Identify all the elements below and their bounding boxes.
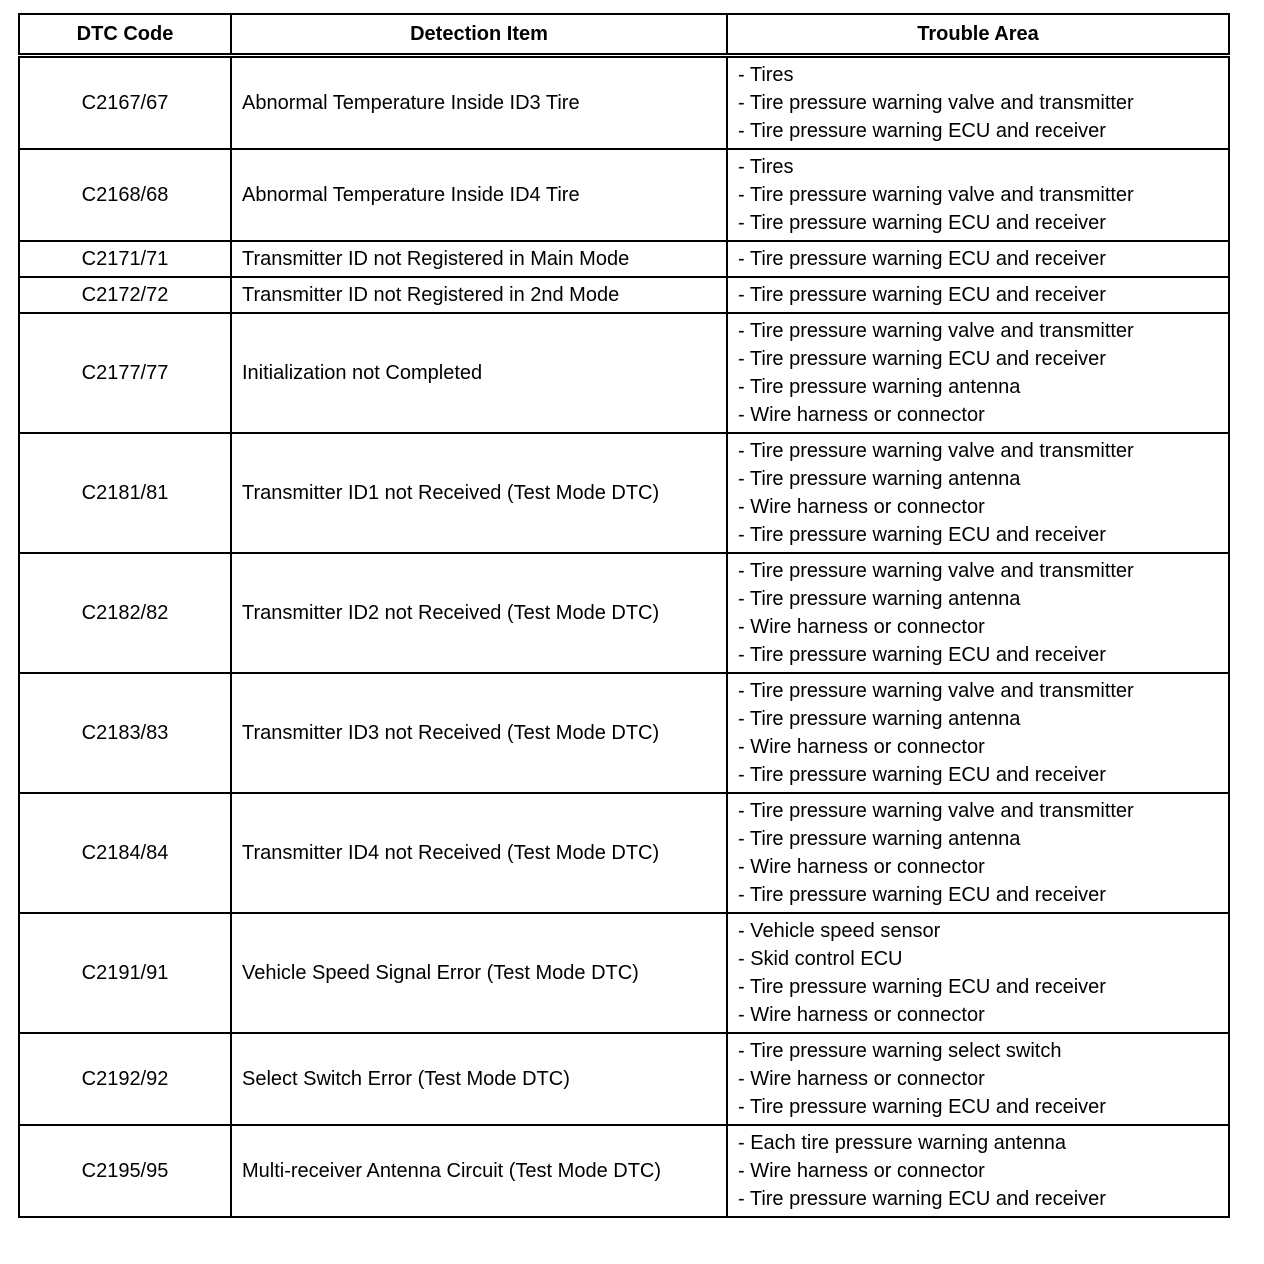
trouble-area-cell xyxy=(727,149,1229,241)
trouble-area-line: - Tires xyxy=(738,156,794,178)
detection-item-cell: Transmitter ID1 not Received (Test Mode DTC) xyxy=(231,433,727,553)
trouble-area-line: - Tire pressure warning valve and transmitter xyxy=(738,320,1134,342)
trouble-area-cell xyxy=(727,241,1229,277)
detection-item-cell: Transmitter ID not Registered in 2nd Mode xyxy=(231,277,727,313)
table-row xyxy=(19,149,1229,241)
trouble-area-line: - Tire pressure warning valve and transmitter xyxy=(738,92,1134,114)
dtc-code-cell: C2171/71 xyxy=(19,241,231,277)
trouble-area-line: - Tire pressure warning valve and transmitter xyxy=(738,184,1134,206)
dtc-code-cell: C2168/68 xyxy=(19,149,231,241)
table-body xyxy=(19,56,1229,1218)
table-row xyxy=(19,913,1229,1033)
detection-item-cell: Transmitter ID not Registered in Main Mode xyxy=(231,241,727,277)
header-dtc-code: DTC Code xyxy=(19,14,231,56)
table-row xyxy=(19,553,1229,673)
trouble-area-line: - Each tire pressure warning antenna xyxy=(738,1132,1066,1154)
trouble-area-cell xyxy=(727,313,1229,433)
header-trouble-area: Trouble Area xyxy=(727,14,1229,56)
trouble-area-line: - Tire pressure warning select switch xyxy=(738,1040,1062,1062)
table-row xyxy=(19,673,1229,793)
table-row xyxy=(19,56,1229,150)
table-header xyxy=(19,14,1229,56)
trouble-area-cell xyxy=(727,277,1229,313)
trouble-area-line: - Tire pressure warning valve and transmitter xyxy=(738,800,1134,822)
trouble-area-line: - Wire harness or connector xyxy=(738,1004,985,1026)
detection-item-cell: Transmitter ID4 not Received (Test Mode DTC) xyxy=(231,793,727,913)
detection-item-cell: Transmitter ID3 not Received (Test Mode DTC) xyxy=(231,673,727,793)
trouble-area-line: - Wire harness or connector xyxy=(738,496,985,518)
dtc-code-cell: C2191/91 xyxy=(19,913,231,1033)
trouble-area-line: - Tire pressure warning ECU and receiver xyxy=(738,1188,1106,1210)
trouble-area-line: - Wire harness or connector xyxy=(738,1068,985,1090)
trouble-area-line: - Wire harness or connector xyxy=(738,404,985,426)
trouble-area-line: - Vehicle speed sensor xyxy=(738,920,941,942)
trouble-area-cell xyxy=(727,433,1229,553)
trouble-area-line: - Tire pressure warning ECU and receiver xyxy=(738,248,1106,270)
dtc-code-cell: C2182/82 xyxy=(19,553,231,673)
detection-item-cell: Multi-receiver Antenna Circuit (Test Mode DTC) xyxy=(231,1125,727,1217)
trouble-area-cell xyxy=(727,553,1229,673)
dtc-table xyxy=(18,13,1230,1218)
trouble-area-line: - Tire pressure warning ECU and receiver xyxy=(738,764,1106,786)
trouble-area-line: - Tire pressure warning ECU and receiver xyxy=(738,644,1106,666)
trouble-area-line: - Tire pressure warning valve and transmitter xyxy=(738,560,1134,582)
table-row xyxy=(19,793,1229,913)
trouble-area-line: - Tire pressure warning antenna xyxy=(738,588,1021,610)
table-row xyxy=(19,433,1229,553)
trouble-area-cell xyxy=(727,1033,1229,1125)
dtc-code-cell: C2192/92 xyxy=(19,1033,231,1125)
trouble-area-line: - Tire pressure warning antenna xyxy=(738,468,1021,490)
dtc-code-cell: C2184/84 xyxy=(19,793,231,913)
trouble-area-line: - Tire pressure warning antenna xyxy=(738,376,1021,398)
trouble-area-cell xyxy=(727,673,1229,793)
trouble-area-line: - Skid control ECU xyxy=(738,948,903,970)
table-row xyxy=(19,1033,1229,1125)
detection-item-cell: Transmitter ID2 not Received (Test Mode DTC) xyxy=(231,553,727,673)
dtc-code-cell: C2172/72 xyxy=(19,277,231,313)
trouble-area-line: - Tire pressure warning ECU and receiver xyxy=(738,524,1106,546)
table-row xyxy=(19,313,1229,433)
dtc-code-cell: C2195/95 xyxy=(19,1125,231,1217)
trouble-area-line: - Tire pressure warning ECU and receiver xyxy=(738,976,1106,998)
trouble-area-cell xyxy=(727,1125,1229,1217)
trouble-area-line: - Tire pressure warning antenna xyxy=(738,828,1021,850)
trouble-area-line: - Tire pressure warning ECU and receiver xyxy=(738,348,1106,370)
detection-item-cell: Initialization not Completed xyxy=(231,313,727,433)
detection-item-cell: Select Switch Error (Test Mode DTC) xyxy=(231,1033,727,1125)
table-row xyxy=(19,1125,1229,1217)
dtc-code-cell: C2167/67 xyxy=(19,56,231,150)
table-row xyxy=(19,277,1229,313)
trouble-area-line: - Tire pressure warning antenna xyxy=(738,708,1021,730)
trouble-area-line: - Tire pressure warning ECU and receiver xyxy=(738,1096,1106,1118)
trouble-area-line: - Wire harness or connector xyxy=(738,856,985,878)
trouble-area-line: - Tire pressure warning valve and transmitter xyxy=(738,680,1134,702)
trouble-area-line: - Tires xyxy=(738,64,794,86)
table-row xyxy=(19,241,1229,277)
detection-item-cell: Abnormal Temperature Inside ID4 Tire xyxy=(231,149,727,241)
trouble-area-cell xyxy=(727,793,1229,913)
trouble-area-line: - Wire harness or connector xyxy=(738,736,985,758)
detection-item-cell: Abnormal Temperature Inside ID3 Tire xyxy=(231,56,727,150)
trouble-area-line: - Tire pressure warning ECU and receiver xyxy=(738,212,1106,234)
trouble-area-line: - Tire pressure warning valve and transmitter xyxy=(738,440,1134,462)
trouble-area-line: - Tire pressure warning ECU and receiver xyxy=(738,884,1106,906)
trouble-area-line: - Tire pressure warning ECU and receiver xyxy=(738,284,1106,306)
trouble-area-cell xyxy=(727,56,1229,150)
trouble-area-cell xyxy=(727,913,1229,1033)
detection-item-cell: Vehicle Speed Signal Error (Test Mode DTC) xyxy=(231,913,727,1033)
header-detection-item: Detection Item xyxy=(231,14,727,56)
trouble-area-line: - Wire harness or connector xyxy=(738,616,985,638)
dtc-code-cell: C2181/81 xyxy=(19,433,231,553)
trouble-area-line: - Tire pressure warning ECU and receiver xyxy=(738,120,1106,142)
dtc-code-cell: C2183/83 xyxy=(19,673,231,793)
trouble-area-line: - Wire harness or connector xyxy=(738,1160,985,1182)
header-row xyxy=(19,14,1229,56)
dtc-code-cell: C2177/77 xyxy=(19,313,231,433)
